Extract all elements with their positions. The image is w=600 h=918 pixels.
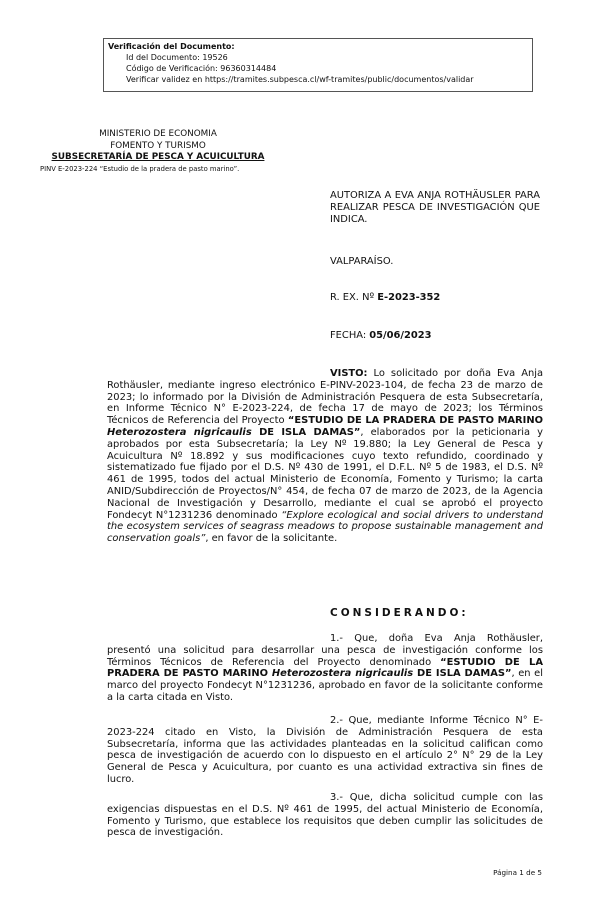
- date-label: FECHA:: [330, 330, 367, 341]
- resolution-subject: AUTORIZA A EVA ANJA ROTHÄUSLER PARA REALIZAR PESCA DE INVESTIGACIÓN QUE INDICA.: [330, 190, 540, 225]
- page-number: Página 1 de 5: [493, 868, 542, 877]
- ministry-subtitle: FOMENTO Y TURISMO: [110, 140, 206, 151]
- pinv-reference: PINV E-2023-224 “Estudio de la pradera de pasto marino”.: [40, 165, 240, 173]
- project-title: “ESTUDIO DE LA PRADERA DE PASTO MARINO Heterozostera nigricaulis DE ISLA DAMAS”: [107, 415, 543, 438]
- date-value: 05/06/2023: [369, 330, 432, 341]
- ministry-header: [36, 129, 280, 164]
- resolution-code: E-2023-352: [377, 292, 441, 303]
- project-title: “ESTUDIO DE LA PRADERA DE PASTO MARINO Heterozostera nigricaulis DE ISLA DAMAS”: [107, 656, 543, 680]
- considerando-heading: CONSIDERANDO:: [330, 607, 469, 619]
- visto-paragraph: VISTO: Lo solicitado por doña Eva Anja Rothäusler, mediante ingreso electrónico E-PINV-2023-104, de fecha 23 de marzo de 2023; lo informado por la División de Administración Pesquera de esta Subsecretaría, en Informe Técnico N° E-2023-224, de fecha 17 de mayo de 2023; los Términos Técnicos de Referencia del Proyecto “ESTUDIO DE LA PRADERA DE PASTO MARINO Heterozostera nigricaulis DE ISLA DAMAS”, elaborados por la peticionaria y aprobados por esta Subsecretaría; la Ley Nº 19.880; la Ley General de Pesca y Acuicultura Nº 18.892 y sus modificaciones cuyo texto refundido, coordinado y sistematizado fue fijado por el D.S. Nº 430 de 1991, el D.F.L. Nº 5 de 1983, el D.S. Nº 461 de 1995, todos del actual Ministerio de Economía, Fomento y Turismo; la carta ANID/Subdirección de Proyectos/N° 454, de fecha 07 de marzo de 2023, de la Agencia Nacional de Investigación y Desarrollo, mediante el cual se aprobó el proyecto Fondecyt N°1231236 denominado “Explore ecological and social drivers to understand the ecosystem services of seagrass meadows to propose sustainable management and conservation goals”, en favor de la solicitante.: [107, 368, 543, 545]
- species-name: Heterozostera nigricaulis: [107, 426, 252, 438]
- visto-label: VISTO:: [330, 368, 368, 379]
- verification-url[interactable]: • Verificar validez en https://tramites.subpesca.cl/wf-tramites/public/documentos/validar: [126, 74, 532, 85]
- considerando-item-1: 1.- Que, doña Eva Anja Rothäusler, presentó una solicitud para desarrollar una pesca de investigación conforme los Términos Técnicos de Referencia del Proyecto denominado “ESTUDIO DE LA PRADERA DE PASTO MARINO Heterozostera nigricaulis DE ISLA DAMAS”, en el marco del proyecto Fondecyt N°1231236, aprobado en favor de la solicitante conforme a la carta citada en Visto.: [107, 633, 543, 703]
- document-id: • Id del Documento: 19526: [126, 52, 532, 63]
- resolution-number: [330, 292, 540, 304]
- resolution-label: R. EX. Nº: [330, 292, 375, 303]
- ministry-name: MINISTERIO DE ECONOMIA: [99, 129, 217, 139]
- considerando-item-2: 2.- Que, mediante Informe Técnico N° E-2023-224 citado en Visto, la División de Administración Pesquera de esta Subsecretaría, informa que las actividades planteadas en la solicitud califican como pesca de investigación de acuerdo con lo dispuesto en el artículo 2° N° 29 de la Ley General de Pesca y Acuicultura, por cuanto es una actividad extractiva sin fines de lucro.: [107, 715, 543, 785]
- verification-box: [103, 38, 533, 92]
- english-project-title: “Explore ecological and social drivers to understand the ecosystem services of seagrass meadows to propose sustainable management and conservation goals”: [107, 509, 543, 545]
- subsecretaria-name: SUBSECRETARÍA DE PESCA Y ACUICULTURA: [51, 152, 265, 162]
- verification-title: Verificación del Documento:: [108, 42, 235, 51]
- verification-list: [108, 52, 532, 85]
- city: VALPARAÍSO.: [330, 256, 394, 267]
- resolution-date: [330, 330, 540, 342]
- verification-code: • Código de Verificación: 96360314484: [126, 63, 532, 74]
- considerando-item-3: 3.- Que, dicha solicitud cumple con las exigencias dispuestas en el D.S. Nº 461 de 1995, del actual Ministerio de Economía, Fomento y Turismo, que establece los requisitos que deben cumplir las solicitudes de pesca de investigación.: [107, 792, 543, 839]
- species-name: Heterozostera nigricaulis: [271, 668, 414, 680]
